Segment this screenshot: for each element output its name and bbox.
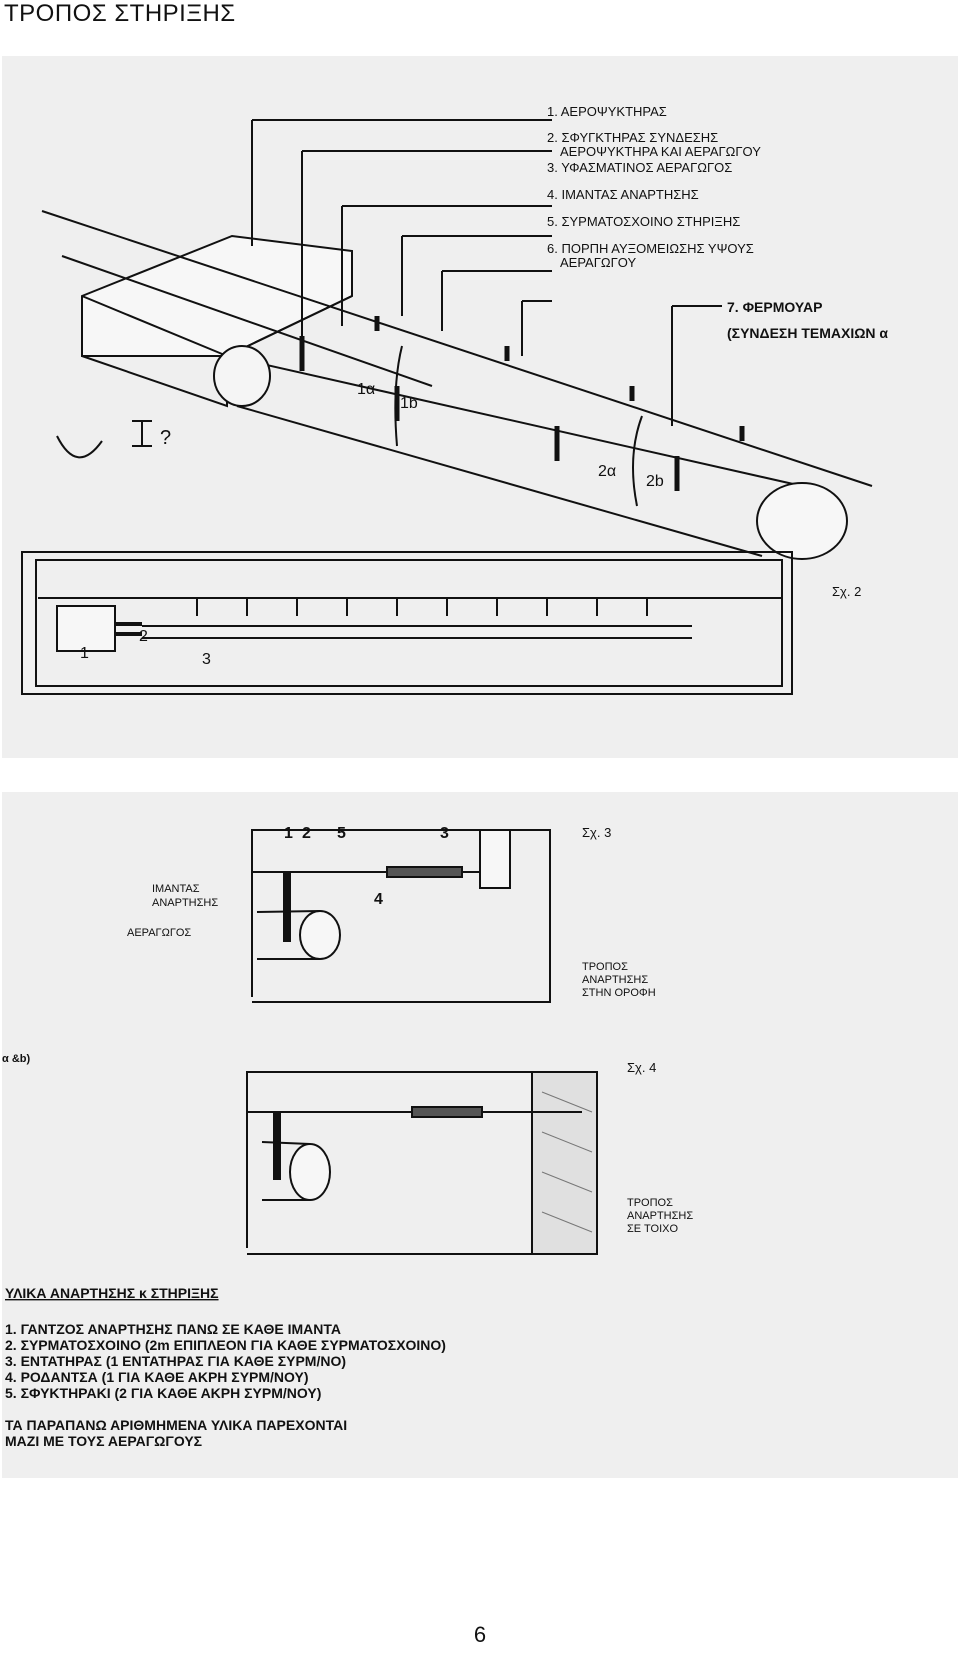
materials-item-4: 4. ΡΟΔΑΝΤΣΑ (1 ΓΙΑ ΚΑΘΕ ΑΚΡΗ ΣΥΡΜ/ΝΟΥ) <box>5 1369 309 1385</box>
scanned-figure-bottom <box>2 792 958 1478</box>
legend-line-2: 2. ΣΦΥΓΚΤΗΡΑΣ ΣΥΝΔΕΣΗΣ <box>547 130 719 145</box>
materials-footer-1: ΤΑ ΠΑΡΑΠΑΝΩ ΑΡΙΘΜΗΜΕΝΑ ΥΛΙΚΑ ΠΑΡΕΧΟΝΤΑΙ <box>5 1417 348 1433</box>
fig2-label-1: 1 <box>80 645 89 662</box>
fig2-label-3: 3 <box>202 651 211 668</box>
support-details-drawing <box>2 792 958 1478</box>
legend-line-9: 7. ΦΕΡΜΟΥΑΡ <box>727 299 823 315</box>
fig3-note-2: ΑΝΑΡΤΗΣΗΣ <box>582 974 649 986</box>
fig3-note-1: ΤΡΟΠΟΣ <box>582 961 628 973</box>
fig3-num-5: 5 <box>337 825 346 842</box>
caption-fig4: Σχ. 4 <box>627 1060 657 1075</box>
fig2-label-2: 2 <box>139 628 148 645</box>
fig3-side-label-3: ΑΕΡΑΓΩΓΟΣ <box>127 927 192 939</box>
question-mark: ? <box>160 427 172 449</box>
fig3-num-1: 1 <box>284 825 293 842</box>
page-title: ΤΡΟΠΟΣ ΣΤΗΡΙΞΗΣ <box>4 0 236 27</box>
label-1a: 1α <box>357 381 376 398</box>
legend-line-5: 4. ΙΜΑΝΤΑΣ ΑΝΑΡΤΗΣΗΣ <box>547 187 699 202</box>
materials-heading: ΥΛΙΚΑ ΑΝΑΡΤΗΣΗΣ κ ΣΤΗΡΙΞΗΣ <box>5 1285 219 1301</box>
page-number: 6 <box>473 1622 487 1647</box>
fig3-num-4: 4 <box>374 891 383 908</box>
fig3-num-2: 2 <box>302 825 311 842</box>
fig4-note-1: ΤΡΟΠΟΣ <box>627 1197 673 1209</box>
fig4-note-2: ΑΝΑΡΤΗΣΗΣ <box>627 1210 694 1222</box>
label-2a: 2α <box>598 463 617 480</box>
fragment-text: α &b) <box>2 1053 31 1065</box>
legend-line-4: 3. ΥΦΑΣΜΑΤΙΝΟΣ ΑΕΡΑΓΩΓΟΣ <box>547 160 733 175</box>
materials-item-2: 2. ΣΥΡΜΑΤΟΣΧΟΙΝΟ (2m ΕΠΙΠΛΕΟΝ ΓΙΑ ΚΑΘΕ ΣΥΡΜΑΤΟΣΧΟΙΝΟ) <box>5 1337 446 1353</box>
fig3-note-3: ΣΤΗΝ ΟΡΟΦΗ <box>582 987 656 999</box>
materials-item-1: 1. ΓΑΝΤΖΟΣ ΑΝΑΡΤΗΣΗΣ ΠΑΝΩ ΣΕ ΚΑΘΕ ΙΜΑΝΤΑ <box>5 1321 342 1337</box>
legend-line-10: (ΣΥΝΔΕΣΗ ΤΕΜΑΧΙΩΝ α <box>727 325 889 341</box>
legend-line-3: ΑΕΡΟΨΥΚΤΗΡΑ ΚΑΙ ΑΕΡΑΓΩΓΟΥ <box>560 144 761 159</box>
materials-item-5: 5. ΣΦΥΚΤΗΡΑΚΙ (2 ΓΙΑ ΚΑΘΕ ΑΚΡΗ ΣΥΡΜ/ΝΟΥ) <box>5 1385 322 1401</box>
fig3-side-label-1: ΙΜΑΝΤΑΣ <box>152 883 200 895</box>
materials-item-3: 3. ΕΝΤΑΤΗΡΑΣ (1 ΕΝΤΑΤΗΡΑΣ ΓΙΑ ΚΑΘΕ ΣΥΡΜ/ΝΟ) <box>5 1353 347 1369</box>
caption-fig2: Σχ. 2 <box>832 584 862 599</box>
caption-fig3: Σχ. 3 <box>582 825 612 840</box>
duct-installation-drawing <box>2 56 958 758</box>
label-1b: 1b <box>400 395 418 412</box>
fig3-side-label-2: ΑΝΑΡΤΗΣΗΣ <box>152 897 219 909</box>
legend-line-7: 6. ΠΟΡΠΗ ΑΥΞΟΜΕΙΩΣΗΣ ΥΨΟΥΣ <box>547 241 754 256</box>
scanned-figure-top <box>2 56 958 758</box>
legend-line-1: 1. ΑΕΡΟΨΥΚΤΗΡΑΣ <box>547 104 667 119</box>
fig4-note-3: ΣΕ ΤΟΙΧΟ <box>627 1223 679 1235</box>
legend-line-8: ΑΕΡΑΓΩΓΟΥ <box>560 255 637 270</box>
materials-footer-2: ΜΑΖΙ ΜΕ ΤΟΥΣ ΑΕΡΑΓΩΓΟΥΣ <box>5 1433 203 1449</box>
label-2b: 2b <box>646 473 664 490</box>
legend-line-6: 5. ΣΥΡΜΑΤΟΣΧΟΙΝΟ ΣΤΗΡΙΞΗΣ <box>547 214 741 229</box>
fig3-num-3: 3 <box>440 825 449 842</box>
